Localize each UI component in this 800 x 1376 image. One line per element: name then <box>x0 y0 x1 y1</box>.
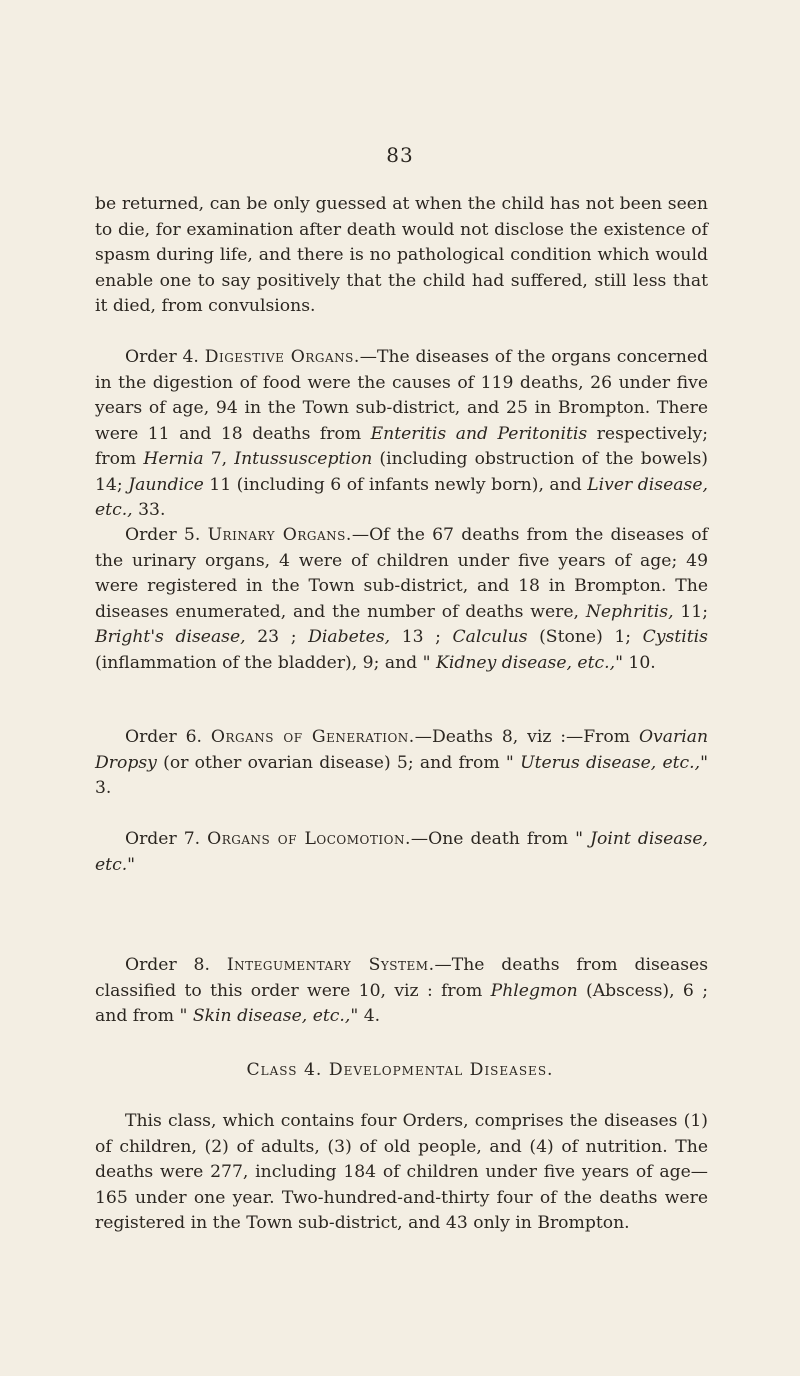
paragraph-text: 11; <box>673 601 709 622</box>
paragraph-order-8 <box>95 953 708 1030</box>
paragraph-class-4 <box>95 1109 708 1237</box>
disease-name: Joint disease, etc. <box>95 829 709 875</box>
paragraph-text: 33. <box>132 500 166 520</box>
disease-name: Skin disease, etc., <box>192 1006 351 1026</box>
paragraph-order-4 <box>95 345 708 524</box>
continuation-text: be returned, can be only guessed at when the child has not been seen to die, for examination after death would not disclose the existence of spasm during life, and there is no pathological condition which would enable one to say positively that the child had suffered, still less that it died, from convulsions. <box>95 194 708 316</box>
disease-name: Jaundice <box>128 474 204 495</box>
order-heading: Urinary Organs. <box>207 525 352 545</box>
paragraph-text: (Stone) 1; <box>527 627 643 647</box>
paragraph-text: " <box>127 854 136 875</box>
order-number: Order 7. <box>125 829 201 849</box>
disease-name: Liver disease, etc., <box>95 474 708 520</box>
paragraph-text: (inflammation of the bladder), 9; and " <box>95 652 437 673</box>
paragraph-text: (or other ovarian disease) 5; and from " <box>156 752 521 773</box>
disease-name: Intussusception <box>234 449 373 469</box>
disease-name: Ovarian Dropsy <box>95 727 709 773</box>
order-number: Order 5. <box>125 525 201 545</box>
paragraph-text: —Of the 67 deaths from the diseases of the urinary organs, 4 were of children under five years of age; 49 were registered in the Town sub-district, and 18 in Brompton. The diseases enumerated, and the number of deaths were, <box>95 525 708 622</box>
paragraph-text: 23 ; <box>245 627 309 647</box>
paragraph-text: (including obstruction of the bowels) 14; <box>95 449 708 495</box>
order-number: Order 4. <box>125 347 199 367</box>
paragraph-text: respectively; from <box>95 423 708 469</box>
paragraph-order-7 <box>95 827 708 878</box>
paragraph-text: (Abscess), 6 ; and from " <box>95 980 708 1026</box>
section-heading-class-4: Class 4. Developmental Diseases. <box>246 1060 554 1080</box>
paragraph-text: —The deaths from diseases classified to this order were 10, viz : from <box>95 955 709 1001</box>
paragraph-text: " 3. <box>95 752 708 798</box>
page-number: 83 <box>386 143 414 167</box>
paragraph-text: 11 (including 6 of infants newly born), and <box>203 474 588 495</box>
order-heading: Integumentary System. <box>226 955 435 975</box>
paragraph-text: 13 ; <box>390 627 453 647</box>
paragraph-text: —The diseases of the organs concerned in the digestion of food were the causes of 119 deaths, 26 under five years of age, 94 in the Town sub-district, and 25 in Brompton. There were 11 and 18 deaths from <box>95 347 709 444</box>
paragraph-text: —Deaths 8, viz :—From <box>414 727 639 747</box>
paragraph-continuation <box>95 192 708 320</box>
disease-name: Enteritis and Peritonitis <box>370 423 588 444</box>
disease-name: Hernia <box>143 449 204 469</box>
paragraph-order-6 <box>95 725 708 802</box>
disease-name: Kidney disease, etc., <box>436 652 616 673</box>
disease-name: Diabetes, <box>308 627 391 647</box>
disease-name: Nephritis, <box>585 601 674 622</box>
disease-name: Phlegmon <box>490 980 578 1001</box>
paragraph-text: " 10. <box>615 652 656 673</box>
order-heading: Organs of Locomotion. <box>207 829 411 849</box>
disease-name: Calculus <box>452 627 528 647</box>
order-number: Order 8. <box>125 955 210 975</box>
paragraph-text: " 4. <box>350 1006 381 1026</box>
order-heading: Digestive Organs. <box>204 347 360 367</box>
class-4-text: This class, which contains four Orders, comprises the diseases (1) of children, (2) of adults, (3) of old people, and (4) of nutrition. The deaths were 277, including 184 of children under five years of age—165 under one year. Two-hundred-and-thirty four of the deaths were registered in the Town sub-district, and 43 only in Brompton. <box>95 1111 708 1233</box>
disease-name: Uterus disease, etc., <box>520 752 701 773</box>
paragraph-text: —One death from " <box>410 829 591 849</box>
order-number: Order 6. <box>125 727 202 747</box>
order-heading: Organs of Generation. <box>210 727 415 747</box>
disease-name: Bright's disease, <box>95 627 246 647</box>
paragraph-order-5 <box>95 523 708 676</box>
disease-name: Cystitis <box>642 627 708 647</box>
paragraph-text: 7, <box>203 449 235 469</box>
